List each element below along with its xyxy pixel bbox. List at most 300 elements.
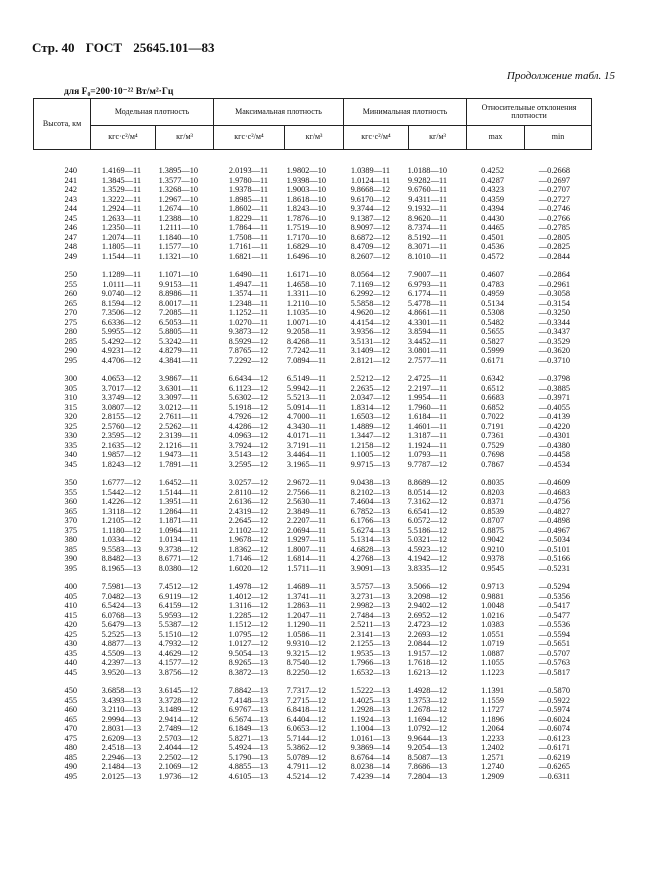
table-cell: 250 (64, 270, 77, 279)
table-cell: 4.4286—12 (228, 421, 268, 431)
table-cell: 4.8661—11 (407, 308, 447, 317)
table-cell: 4.1577—12 (158, 658, 198, 667)
unit-kg: кг/м³ (156, 126, 214, 150)
table-cell: —0.5477 (538, 610, 570, 620)
table-cell: —0.4534 (538, 459, 570, 469)
table-cell: 2.9414—12 (158, 714, 198, 724)
table-cell: 1.6829—10 (286, 242, 326, 251)
table-cell: 1.5711—11 (287, 563, 326, 573)
table-cell: 1.1559 (481, 695, 504, 705)
table-cell: —0.3529 (538, 336, 570, 346)
table-cell: 1.9398—10 (286, 175, 326, 185)
table-cell: 0.9042 (481, 535, 504, 544)
table-row (33, 176, 609, 186)
table-cell: 4.1942—12 (407, 554, 447, 563)
table-cell: 1.0551 (481, 629, 504, 639)
table-cell: 1.2740 (481, 762, 504, 771)
table-cell: 1.6490—11 (228, 270, 268, 279)
table-cell: 2.1255—13 (350, 639, 390, 648)
table-row (33, 166, 609, 176)
col-height: Высота, км (34, 99, 91, 150)
table-cell: 8.0017—11 (158, 298, 198, 308)
table-cell: 1.8007—11 (286, 544, 326, 554)
table-cell: 3.8594—11 (407, 327, 447, 336)
table-cell: 1.0334—12 (101, 535, 141, 544)
table-cell: 0.7191 (481, 421, 504, 431)
table-cell: 1.1924—11 (407, 440, 447, 450)
table-cell: 2.8031—13 (101, 724, 141, 733)
table-cell: 8.9265—13 (228, 658, 268, 667)
table-cell: 0.7361 (481, 431, 504, 440)
table-cell: 1.2158—12 (350, 440, 390, 450)
table-cell: 3.3749—12 (101, 393, 141, 402)
table-cell: 4.7000—11 (286, 412, 326, 421)
table-cell: 3.4464—11 (286, 450, 326, 459)
table-cell: 2.5760—12 (101, 421, 141, 431)
table-cell: 1.2064 (481, 724, 504, 733)
table-cell: 9.3738—12 (158, 544, 198, 554)
table-row (33, 460, 609, 470)
table-cell: —0.3437 (538, 327, 570, 336)
table-cell: 5.0914—11 (286, 402, 326, 412)
table-cell: —0.6074 (538, 724, 570, 733)
table-row (33, 772, 609, 782)
table-cell: 8.7540—12 (286, 658, 326, 667)
table-cell: 1.2233 (481, 733, 504, 743)
table-cell: —0.3885 (538, 383, 570, 393)
table-cell: 1.2909 (481, 771, 504, 781)
table-cell: 405 (64, 591, 77, 601)
table-cell: 3.3728—12 (158, 695, 198, 705)
table-cell: 410 (64, 601, 77, 610)
table-cell: 1.9473—11 (158, 450, 198, 459)
table-row (33, 526, 609, 536)
table-cell: 5.9942—11 (286, 383, 326, 393)
table-cell: 1.1005—12 (350, 450, 390, 459)
table-cell: 2.1635—12 (101, 440, 141, 450)
table-cell: 1.0124—11 (350, 175, 390, 185)
table-cell: 2.1484—13 (101, 762, 141, 771)
table-cell: 9.1387—12 (350, 213, 390, 223)
table-cell: 1.1727 (481, 705, 504, 714)
unit-kgs: кгс·с²/м⁴ (344, 126, 409, 150)
table-cell: 0.6852 (481, 402, 504, 412)
table-cell: 1.4889—12 (350, 421, 390, 431)
table-cell: 6.6541—12 (407, 506, 447, 516)
table-cell: 270 (64, 308, 77, 317)
table-cell: 1.4689—11 (286, 582, 326, 591)
table-row (33, 289, 609, 299)
table-cell: 2.9672—11 (286, 478, 326, 487)
table-cell: 6.8418—12 (286, 705, 326, 714)
table-cell: 3.1965—11 (286, 459, 326, 469)
table-cell: 2.3595—12 (101, 431, 141, 440)
table-row (33, 592, 609, 602)
table-cell: 0.6171 (481, 355, 504, 365)
table-cell: 9.1932—11 (407, 204, 447, 213)
table-cell: 0.5482 (481, 317, 504, 327)
table-cell: 4.7932—12 (158, 639, 198, 648)
table-cell: 3.4452—11 (407, 336, 447, 346)
table-cell: 1.2105—12 (101, 516, 141, 525)
table-cell: 9.4311—11 (408, 194, 447, 204)
table-cell: —0.6024 (538, 714, 570, 724)
table-row (33, 639, 609, 649)
table-row (33, 252, 609, 262)
table-cell: 0.7022 (481, 412, 504, 421)
table-body (33, 166, 609, 790)
table-cell: 290 (64, 346, 77, 355)
table-cell: —0.5356 (538, 591, 570, 601)
table-row (33, 658, 609, 668)
table-cell: 8.8986—11 (158, 289, 198, 298)
table-cell: 1.4025—13 (350, 695, 390, 705)
table-row (33, 507, 609, 517)
table-cell: 4.4154—12 (350, 317, 390, 327)
table-cell: 7.1169—12 (350, 279, 390, 289)
table-cell: 0.9713 (481, 582, 504, 591)
table-cell: 5.7144—12 (286, 733, 326, 743)
table-row (33, 422, 609, 432)
table-cell: 1.7876—10 (286, 213, 326, 223)
table-cell: 0.7698 (481, 450, 504, 459)
table-cell: 1.9802—10 (286, 166, 326, 175)
table-cell: 5.0789—12 (286, 752, 326, 762)
table-cell: 6.5424—13 (101, 601, 141, 610)
table-cell: 1.3577—10 (158, 175, 198, 185)
table-cell: 5.6479—13 (101, 620, 141, 629)
table-cell: 1.4928—12 (407, 686, 447, 695)
table-cell: 365 (64, 506, 77, 516)
table-cell: 375 (64, 525, 77, 535)
table-cell: 465 (64, 714, 77, 724)
row-group (33, 686, 609, 781)
table-cell: 2.5212—12 (350, 374, 390, 383)
table-cell: 1.2863—11 (286, 601, 326, 610)
table-cell: 6.1123—12 (228, 383, 268, 393)
table-cell: 2.0347—12 (350, 393, 390, 402)
table-cell: —0.5417 (538, 601, 570, 610)
table-cell: 1.0216 (481, 610, 504, 620)
table-cell: 241 (64, 175, 77, 185)
table-cell: 1.2864—11 (158, 506, 198, 516)
table-cell: 8.9097—12 (350, 223, 390, 232)
table-cell: 5.4292—12 (101, 336, 141, 346)
table-row (33, 356, 609, 366)
table-row (33, 535, 609, 545)
table-cell: 1.1544—11 (101, 251, 141, 261)
table-cell: 3.2731—13 (350, 591, 390, 601)
table-cell: 5.4924—13 (228, 743, 268, 752)
table-cell: 0.4959 (481, 289, 504, 298)
table-cell: 1.9157—12 (407, 648, 447, 658)
table-cell: 9.9153—11 (158, 279, 198, 289)
table-row (33, 611, 609, 621)
table-cell: 8.0514—12 (407, 487, 447, 497)
table-cell: 1.0383 (481, 620, 504, 629)
table-cell: 9.0740—12 (101, 289, 141, 298)
table-row (33, 337, 609, 347)
table-cell: 9.2054—13 (407, 743, 447, 752)
table-cell: 1.4978—12 (228, 582, 268, 591)
table-cell: 5.1790—13 (228, 752, 268, 762)
table-row (33, 233, 609, 243)
table-cell: —0.3971 (538, 393, 570, 402)
table-cell: —0.3058 (538, 289, 570, 298)
table-cell: —0.5294 (538, 582, 570, 591)
table-cell: —0.2707 (538, 185, 570, 194)
table-cell: —0.4380 (538, 440, 570, 450)
table-cell: 280 (64, 327, 77, 336)
page-header (32, 40, 223, 56)
table-cell: —0.3710 (538, 355, 570, 365)
table-cell: 1.6532—13 (350, 667, 390, 677)
table-row (33, 185, 609, 195)
table-cell: 5.1918—12 (228, 402, 268, 412)
table-cell: 247 (64, 232, 77, 242)
table-cell: 1.1321—10 (158, 251, 198, 261)
table-cell: 1.0134—11 (158, 535, 198, 544)
table-cell: 1.6777—12 (101, 478, 141, 487)
table-cell: 6.5674—13 (228, 714, 268, 724)
table-cell: 8.1594—12 (101, 298, 141, 308)
table-row (33, 668, 609, 678)
table-cell: 6.5053—11 (158, 317, 198, 327)
table-cell: 1.7891—11 (158, 459, 198, 469)
table-cell: 9.3744—12 (350, 204, 390, 213)
table-row (33, 441, 609, 451)
table-cell: 2.7611—11 (159, 412, 198, 421)
table-cell: 325 (64, 421, 77, 431)
table-cell: 4.0653—12 (101, 374, 141, 383)
table-cell: 4.6105—13 (228, 771, 268, 781)
table-cell: —0.3798 (538, 374, 570, 383)
table-cell: 1.2633—11 (101, 213, 141, 223)
table-cell: 7.8842—13 (228, 686, 268, 695)
table-cell: 1.8314—12 (350, 402, 390, 412)
table-row (33, 620, 609, 630)
table-cell: —0.6265 (538, 762, 570, 771)
table-cell: 2.0844—12 (407, 639, 447, 648)
table-cell: 6.6434—12 (228, 374, 268, 383)
table-cell: 2.2693—12 (407, 629, 447, 639)
table-cell: 0.8539 (481, 506, 504, 516)
table-cell: 248 (64, 242, 77, 251)
table-cell: 6.4404—12 (286, 714, 326, 724)
table-cell: 1.7966—13 (350, 658, 390, 667)
table-row (33, 686, 609, 696)
table-cell: 335 (64, 440, 77, 450)
table-cell: 7.4239—14 (350, 771, 390, 781)
table-cell: 285 (64, 336, 77, 346)
table-cell: 4.8855—13 (228, 762, 268, 771)
table-cell: 9.0438—13 (350, 478, 390, 487)
table-cell: 6.4159—12 (158, 601, 198, 610)
table-cell: 0.4323 (481, 185, 504, 194)
table-cell: 7.5981—13 (101, 582, 141, 591)
table-cell: 2.4518—13 (101, 743, 141, 752)
table-cell: 7.2085—11 (158, 308, 198, 317)
table-cell: 1.8602—11 (228, 204, 268, 213)
table-cell: 475 (64, 733, 77, 743)
table-cell: 8.6764—14 (350, 752, 390, 762)
table-cell: 2.3849—11 (286, 506, 326, 516)
table-cell: 0.9881 (481, 591, 504, 601)
table-cell: 1.1223 (481, 667, 504, 677)
table-cell: —0.5707 (538, 648, 570, 658)
table-cell: 3.0801—11 (407, 346, 447, 355)
table-cell: 1.1180—12 (101, 525, 141, 535)
table-row (33, 393, 609, 403)
rel-min: min (525, 126, 592, 150)
table-cell: 8.5929—12 (228, 336, 268, 346)
table-cell: 7.4604—13 (350, 497, 390, 506)
table-cell: 8.3872—13 (228, 667, 268, 677)
table-row (33, 753, 609, 763)
col-max: Максимальная плотность (214, 99, 344, 126)
table-cell: 8.8482—13 (101, 554, 141, 563)
table-cell: 8.7374—11 (407, 223, 447, 232)
table-cell: 1.3447—12 (350, 431, 390, 440)
table-cell: 6.5149—11 (286, 374, 326, 383)
table-cell: 1.1290—11 (286, 620, 326, 629)
table-cell: 1.0795—12 (228, 629, 268, 639)
table-cell: 3.9356—12 (350, 327, 390, 336)
col-rel: Относительные отклонения плотности (467, 99, 592, 126)
col-min: Минимальная плотность (344, 99, 467, 126)
table-cell: 310 (64, 393, 77, 402)
table-cell: 1.7864—11 (228, 223, 268, 232)
table-cell: 345 (64, 459, 77, 469)
table-cell: —0.6311 (539, 771, 570, 781)
table-cell: 0.4607 (481, 270, 504, 279)
table-cell: 460 (64, 705, 77, 714)
table-cell: 8.4709—12 (350, 242, 390, 251)
table-cell: 5.2525—13 (101, 629, 141, 639)
table-cell: 1.4658—10 (286, 279, 326, 289)
table-cell: —0.2864 (538, 270, 570, 279)
table-row (33, 412, 609, 422)
table-cell: 1.8229—11 (228, 213, 268, 223)
table-cell: 8.9620—11 (407, 213, 447, 223)
table-row (33, 431, 609, 441)
table-cell: 2.6136—12 (228, 497, 268, 506)
table-cell: —0.2766 (538, 213, 570, 223)
table-cell: 4.7926—12 (228, 412, 268, 421)
table-cell: 1.2348—11 (228, 298, 268, 308)
table-cell: 350 (64, 478, 77, 487)
table-cell: 6.7852—13 (350, 506, 390, 516)
table-cell: 4.4706—12 (101, 355, 141, 365)
table-cell: 9.2058—11 (286, 327, 326, 336)
table-cell: 0.4465 (481, 223, 504, 232)
table-cell: 3.8756—12 (158, 667, 198, 677)
table-cell: 6.9793—11 (407, 279, 447, 289)
table-cell: 420 (64, 620, 77, 629)
table-cell: 8.8689—12 (407, 478, 447, 487)
table-cell: 0.9545 (481, 563, 504, 573)
table-cell: 5.8271—13 (228, 733, 268, 743)
table-cell: 7.7242—11 (286, 346, 326, 355)
table-cell: —0.4139 (538, 412, 570, 421)
table-cell: 5.5858—12 (350, 298, 390, 308)
table-cell: 1.0071—10 (286, 317, 326, 327)
table-cell: 4.5923—12 (407, 544, 447, 554)
table-cell: 1.9780—11 (228, 175, 268, 185)
table-cell: 470 (64, 724, 77, 733)
table-cell: 9.3873—12 (228, 327, 268, 336)
table-cell: 1.1805—11 (101, 242, 141, 251)
table-cell: 6.0653—12 (286, 724, 326, 733)
table-cell: 5.0321—12 (407, 535, 447, 544)
table-cell: 1.4169—11 (101, 166, 141, 175)
table-cell: 1.6171—10 (286, 270, 326, 279)
table-cell: 2.4723—12 (407, 620, 447, 629)
table-cell: 1.7519—10 (286, 223, 326, 232)
table-cell: 4.0171—11 (286, 431, 326, 440)
table-cell: 6.1849—13 (228, 724, 268, 733)
table-cell: 8.2607—12 (350, 251, 390, 261)
table-cell: 4.3430—11 (286, 421, 326, 431)
table-cell: 1.0586—11 (286, 629, 326, 639)
table-row (33, 734, 609, 744)
table-cell: 1.0161—13 (350, 733, 390, 743)
table-cell: 9.3869—14 (350, 743, 390, 752)
table-row (33, 374, 609, 384)
table-cell: 275 (64, 317, 77, 327)
table-cell: 3.1489—12 (158, 705, 198, 714)
table-cell: —0.2805 (538, 232, 570, 242)
table-cell: 8.3071—11 (407, 242, 447, 251)
col-model: Модельная плотность (91, 99, 214, 126)
table-row (33, 601, 609, 611)
table-cell: —0.5231 (538, 563, 570, 573)
table-row (33, 696, 609, 706)
row-group (33, 582, 609, 677)
table-cell: 9.9310—12 (286, 639, 326, 648)
table-cell: 3.1409—12 (350, 346, 390, 355)
table-cell: 5.9593—12 (158, 610, 198, 620)
table-cell: —0.4609 (538, 478, 570, 487)
table-cell: —0.4756 (538, 497, 570, 506)
table-cell: 9.6760—11 (407, 185, 447, 194)
table-cell: 7.2715—12 (286, 695, 326, 705)
table-cell: —0.5763 (538, 658, 570, 667)
table-cell: 1.6184—11 (407, 412, 447, 421)
table-cell: 1.1035—10 (286, 308, 326, 317)
table-cell: 2.7489—12 (158, 724, 198, 733)
table-cell: 1.2924—11 (101, 204, 141, 213)
table-cell: 300 (64, 374, 77, 383)
table-cell: 1.6496—10 (286, 251, 326, 261)
table-row (33, 554, 609, 564)
table-row (33, 450, 609, 460)
table-cell: 5.8805—11 (158, 327, 198, 336)
table-condition: для F₀=200·10⁻²² Вт/м²·Гц (64, 87, 174, 97)
table-cell: 4.4629—12 (158, 648, 198, 658)
table-cell: —0.3154 (538, 298, 570, 308)
table-cell: 1.2047—11 (286, 610, 326, 620)
table-row (33, 242, 609, 252)
table-cell: 4.2397—13 (101, 658, 141, 667)
table-cell: —0.4967 (538, 525, 570, 535)
table-cell: 3.5143—12 (228, 450, 268, 459)
table-cell: 1.3895—10 (158, 166, 198, 175)
table-row (33, 743, 609, 753)
table-cell: 243 (64, 194, 77, 204)
table-cell: 7.4512—12 (158, 582, 198, 591)
table-cell: 5.1510—12 (158, 629, 198, 639)
